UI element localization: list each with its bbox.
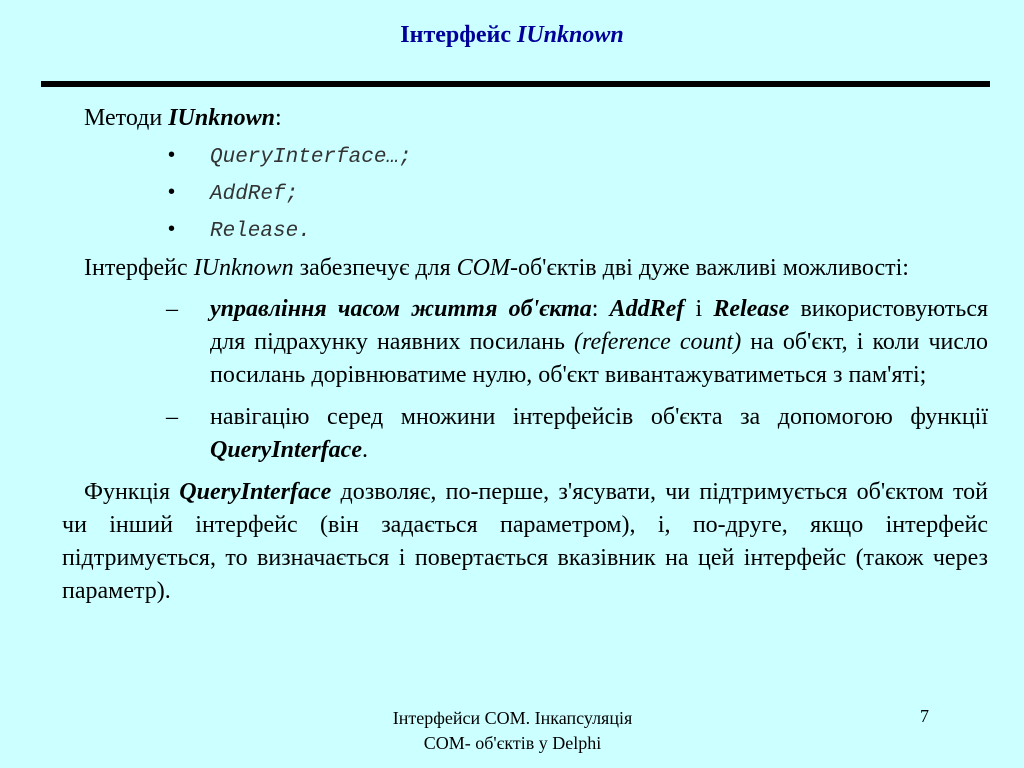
para1-text: Інтерфейс [84,255,194,281]
capability-text: . [361,437,368,463]
method-name: Release. [210,220,311,243]
methods-list [62,137,988,248]
paragraph-queryinterface [62,476,988,608]
footer-line-1: Інтерфейси СОМ. Інкапсуляція [392,708,633,728]
capability-text: : [591,296,610,322]
page-number: 7 [920,706,929,726]
para2-text: Функція [84,479,180,505]
bullet-icon: • [168,144,176,166]
capabilities-list [62,293,988,467]
para1-text: забезпечує для [293,255,457,281]
para2-text: дозволяє, по-перше, з'ясувати, чи підтримується об'єктом той чи інший інтерфейс (він задається параметром), і, по-друге, якщо інтерфейс підтримується, то визначається і повертається вказівник на цей інтерфейс (також через параметр). [62,479,989,604]
title-interface-name: IUnknown [516,22,624,48]
methods-label: Методи [84,105,169,131]
para1-interface-name: IUnknown [193,255,294,281]
reference-count-term: (reference count) [574,329,742,355]
capability-text: на об'єкт, і коли число посилань дорівнюватиме нулю, об'єкт вивантажуватиметься з пам'яті; [210,329,989,388]
queryinterface-name: QueryInterface [179,479,332,505]
method-item [62,211,988,248]
capability-text: навігацію серед множини інтерфейсів об'єкта за допомогою функції [210,404,988,430]
title-divider [41,81,990,87]
capability-item [62,401,988,467]
release-name: Release [713,296,790,322]
addref-name: AddRef [609,296,685,322]
slide-footer [340,706,685,756]
title-prefix: Інтерфейс [400,22,517,48]
methods-colon: : [274,105,282,131]
slide-body [62,102,988,608]
method-item [62,174,988,211]
dash-icon: – [166,404,178,430]
methods-interface-name: IUnknown [168,105,275,131]
method-name: AddRef; [210,183,299,206]
paragraph-capabilities-intro [62,252,988,285]
capability-item [62,293,988,392]
methods-intro [62,102,988,135]
capability-text: використовуються для підрахунку наявних посилань [210,296,989,355]
capability-title: управління часом життя об'єкта [210,296,592,322]
para1-com: COM [456,255,510,281]
bullet-icon: • [168,218,176,240]
queryinterface-name: QueryInterface [210,437,362,463]
bullet-icon: • [168,181,176,203]
capability-text: і [684,296,714,322]
method-name: QueryInterface…; [210,146,412,169]
method-item [62,137,988,174]
footer-line-2: СОМ- об'єктів у Delphi [423,733,602,753]
dash-icon: – [166,296,178,322]
slide-title [0,22,1024,49]
para1-text: -об'єктів дві дуже важливі можливості: [509,255,909,281]
